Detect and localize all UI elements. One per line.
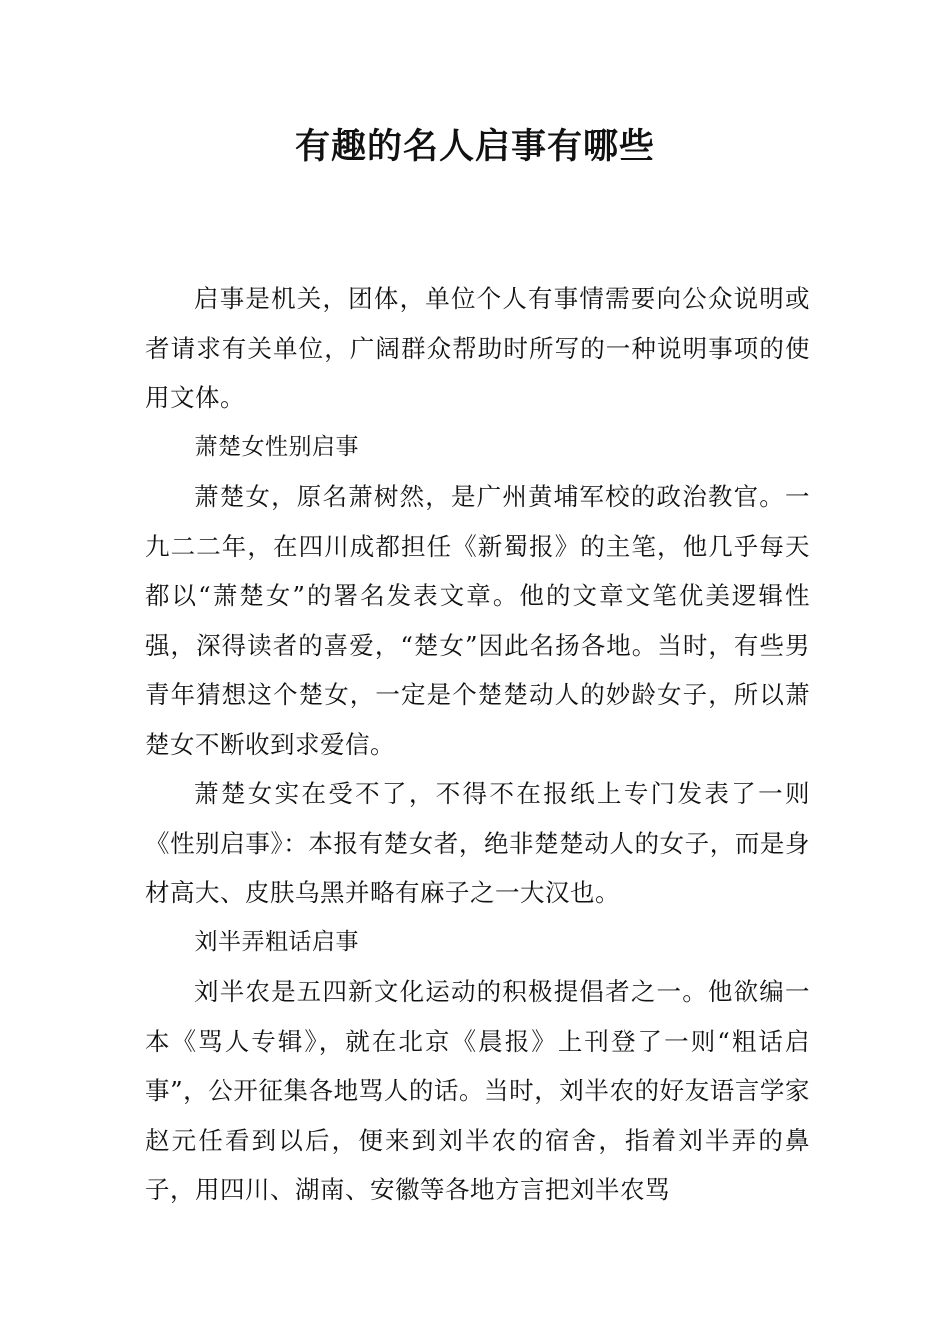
document-title: 有趣的名人启事有哪些 xyxy=(294,127,655,167)
body-paragraph: 刘半农是五四新文化运动的积极提倡者之一。他欲编一本《骂人专辑》，就在北京《晨报》上刊登了一则“粗话启事”，公开征集各地骂人的话。当时，刘半农的好友语言学家赵元任看到以后，便来到刘半农的宿舍，指着刘半弄的鼻子，用四川、湖南、安徽等各地方言把刘半农骂 xyxy=(145,977,810,1204)
document-body xyxy=(145,274,810,1215)
body-paragraph: 萧楚女实在受不了，不得不在报纸上专门发表了一则《性别启事》：本报有楚女者，绝非楚楚动人的女子，而是身材高大、皮肤乌黑并略有麻子之一大汉也。 xyxy=(145,779,810,907)
body-paragraph: 萧楚女，原名萧树然，是广州黄埔军校的政治教官。一九二二年，在四川成都担任《新蜀报》的主笔，他几乎每天都以“萧楚女”的署名发表文章。他的文章文笔优美逻辑性强，深得读者的喜爱，“楚女”因此名扬各地。当时，有些男青年猜想这个楚女，一定是个楚楚动人的妙龄女子，所以萧楚女不断收到求爱信。 xyxy=(145,482,810,759)
section-heading-liu-bannong: 刘半弄粗话启事 xyxy=(194,928,359,955)
section-heading-xiao-chunu: 萧楚女性别启事 xyxy=(194,433,359,460)
intro-paragraph: 启事是机关，团体，单位个人有事情需要向公众说明或者请求有关单位，广阔群众帮助时所写的一种说明事项的使用文体。 xyxy=(145,284,810,412)
